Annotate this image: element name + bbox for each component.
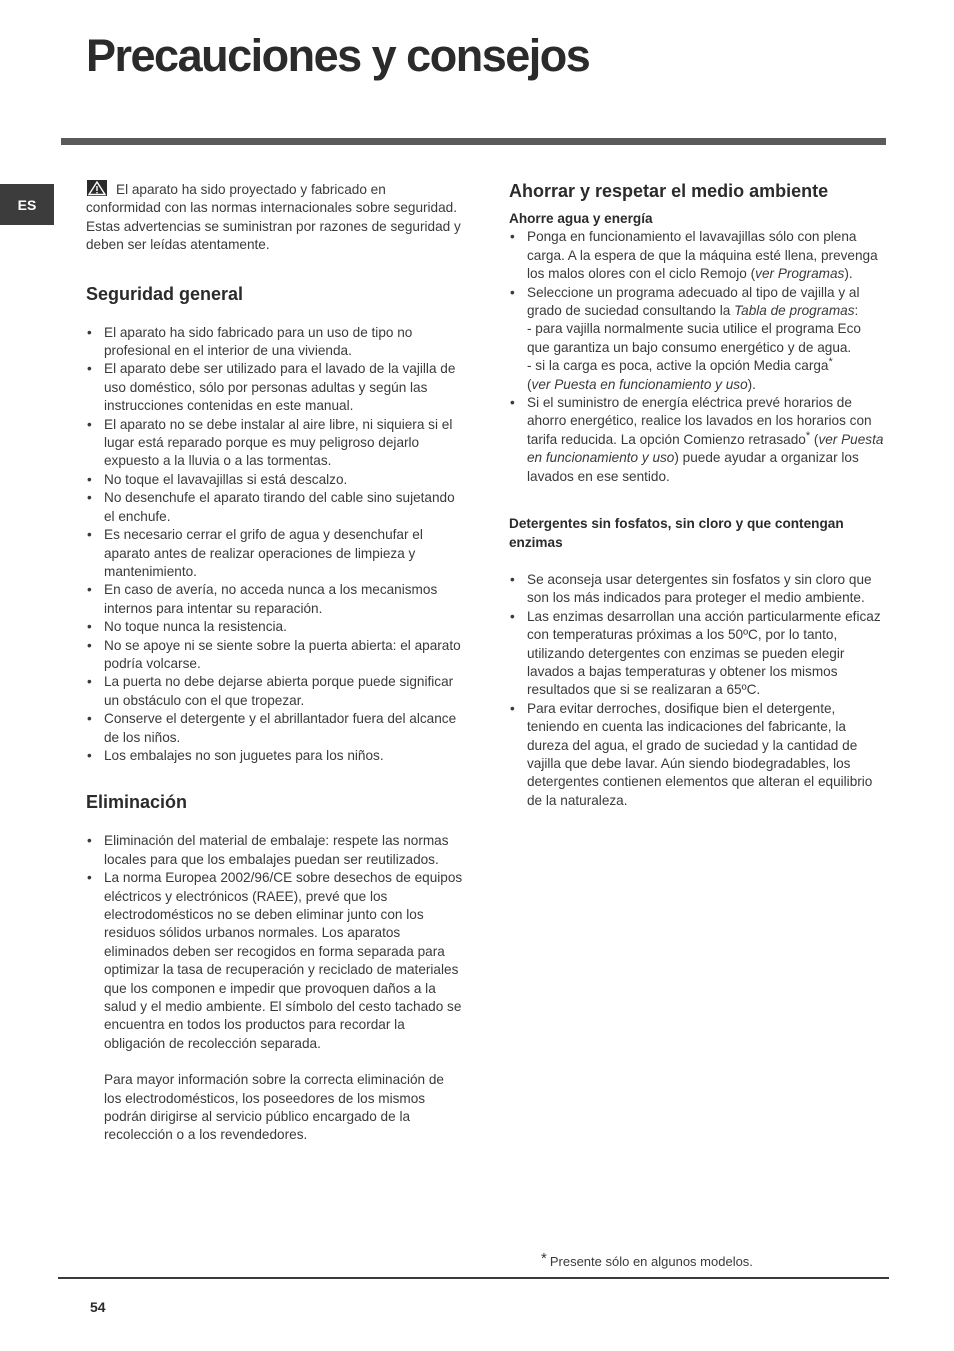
text: Ponga en funcionamiento el lavavajillas sólo con plena carga. A la espera de que la máquina esté llena, prevenga los malos olores con el ciclo Remojo (	[527, 229, 878, 282]
intro-text: El aparato ha sido proyectado y fabricado en conformidad con las normas internacionales sobre seguridad. Estas advertencias se suministran por razones de seguridad y deben ser leídas atentamente.	[86, 182, 461, 253]
text: ) puede ayudar a organizar los lavados en ese sentido.	[527, 450, 859, 484]
reference: ver Puesta en funcionamiento y uso	[531, 376, 748, 392]
sub-line	[527, 376, 887, 394]
text: :	[854, 303, 859, 319]
intro-paragraph	[86, 180, 464, 255]
page-number: 54	[90, 1299, 106, 1315]
list-item: • Las enzimas desarrollan una acción particularmente eficaz con temperaturas próximas a los 50ºC, por lo tanto, utilizando detergentes con enzimas se pueden elegir lavados a bajas temperaturas y obtener los mismos resultados que si se realizaran a 65ºC.	[509, 608, 887, 700]
text: (	[810, 431, 819, 447]
list-item	[509, 394, 887, 486]
eliminacion-list	[86, 832, 464, 1053]
right-column	[509, 180, 887, 810]
sub-line	[527, 357, 887, 375]
list-item: • La puerta no debe dejarse abierta porque puede significar un obstáculo con el que tropezar.	[86, 673, 464, 710]
list-item: • Eliminación del material de embalaje: respete las normas locales para que los embalajes puedan ser reutilizados.	[86, 832, 464, 869]
seguridad-list	[86, 324, 464, 766]
left-column	[86, 180, 464, 1145]
ahorre-list	[509, 228, 887, 486]
list-item: • Los embalajes no son juguetes para los niños.	[86, 747, 464, 765]
language-tab: ES	[0, 184, 54, 225]
warning-icon	[87, 180, 107, 196]
asterisk: *	[805, 429, 811, 442]
list-item: • Es necesario cerrar el grifo de agua y desenchufar el aparato antes de realizar operaciones de limpieza y mantenimiento.	[86, 526, 464, 581]
list-item: • No toque el lavavajillas si está descalzo.	[86, 471, 464, 489]
eliminacion-extra: Para mayor información sobre la correcta eliminación de los electrodomésticos, los poseedores de los mismos podrán dirigirse al servicio público encargado de la recolección o a los revendedores.	[104, 1072, 444, 1143]
list-item: • No toque nunca la resistencia.	[86, 618, 464, 636]
detergentes-subheading: Detergentes sin fosfatos, sin cloro y que contengan enzimas	[509, 516, 844, 550]
text: - si la carga es poca, active la opción Media carga	[527, 358, 829, 374]
list-item: • No desenchufe el aparato tirando del cable sino sujetando el enchufe.	[86, 489, 464, 526]
ahorre-subheading: Ahorre agua y energía	[509, 211, 653, 226]
seguridad-heading: Seguridad general	[86, 283, 244, 304]
text: Seleccione un programa adecuado al tipo de vajilla y al grado de suciedad consultando la	[527, 284, 860, 319]
asterisk: *	[828, 356, 833, 369]
footnote-text: Presente sólo en algunos modelos.	[549, 1254, 753, 1269]
text: ).	[747, 376, 756, 392]
footnote-asterisk: *	[541, 1250, 547, 1267]
list-item: • Conserve el detergente y el abrillantador fuera del alcance de los niños.	[86, 710, 464, 747]
ahorrar-heading: Ahorrar y respetar el medio ambiente	[509, 181, 829, 201]
list-item: • La norma Europea 2002/96/CE sobre desechos de equipos eléctricos y electrónicos (RAEE), prevé que los electrodomésticos no se deben eliminar junto con los residuos sólidos urbanos normales. Los aparatos eliminados deben ser recogidos en forma separada para optimizar la tasa de recuperación y reciclado de materiales que los componen e impedir que provoquen daños a la salud y el medio ambiente. El símbolo del cesto tachado se encuentra en todos los productos para recordar la obligación de recolección separada.	[86, 869, 464, 1053]
reference: Tabla de programas	[734, 303, 855, 319]
sub-line: - para vajilla normalmente sucia utilice el programa Eco que garantiza un bajo consumo energético y de agua.	[527, 321, 861, 355]
top-rule	[61, 138, 886, 145]
list-item	[509, 228, 887, 283]
bottom-rule	[58, 1277, 889, 1279]
reference: ver Puesta en funcionamiento y uso	[527, 431, 884, 466]
list-item: • No se apoye ni se siente sobre la puerta abierta: el aparato podría volcarse.	[86, 637, 464, 674]
eliminacion-heading: Eliminación	[86, 792, 188, 813]
list-item: • El aparato no se debe instalar al aire libre, ni siquiera si el lugar está reparado porque es muy peligroso dejarlo expuesto a la lluvia o a las tormentas.	[86, 416, 464, 471]
list-item: • El aparato debe ser utilizado para el lavado de la vajilla de uso doméstico, sólo por personas adultas y según las instrucciones contenidas en este manual.	[86, 360, 464, 415]
page-title: Precauciones y consejos	[86, 30, 590, 81]
text: (	[527, 376, 532, 392]
text: Si el suministro de energía eléctrica prevé horarios de ahorro energético, realice los lavados en los horarios con tarifa reducida. La opción Comienzo retrasado	[527, 395, 872, 447]
reference: ver Programas	[755, 266, 845, 282]
list-item: • Para evitar derroches, dosifique bien el detergente, teniendo en cuenta las indicaciones del fabricante, la dureza del agua, el grado de suciedad y la cantidad de vajilla que debe lavar. Aún siendo biodegradables, los detergentes contienen elementos que alteran el equilibrio de la naturaleza.	[509, 700, 887, 810]
text: ).	[844, 266, 853, 282]
list-item	[509, 284, 887, 394]
list-item: • En caso de avería, no acceda nunca a los mecanismos internos para intentar su reparación.	[86, 581, 464, 618]
footnote	[541, 1250, 753, 1271]
detergentes-list	[509, 571, 887, 810]
list-item: • El aparato ha sido fabricado para un uso de tipo no profesional en el interior de una vivienda.	[86, 324, 464, 361]
list-item: • Se aconseja usar detergentes sin fosfatos y sin cloro que son los más indicados para proteger el medio ambiente.	[509, 571, 887, 608]
